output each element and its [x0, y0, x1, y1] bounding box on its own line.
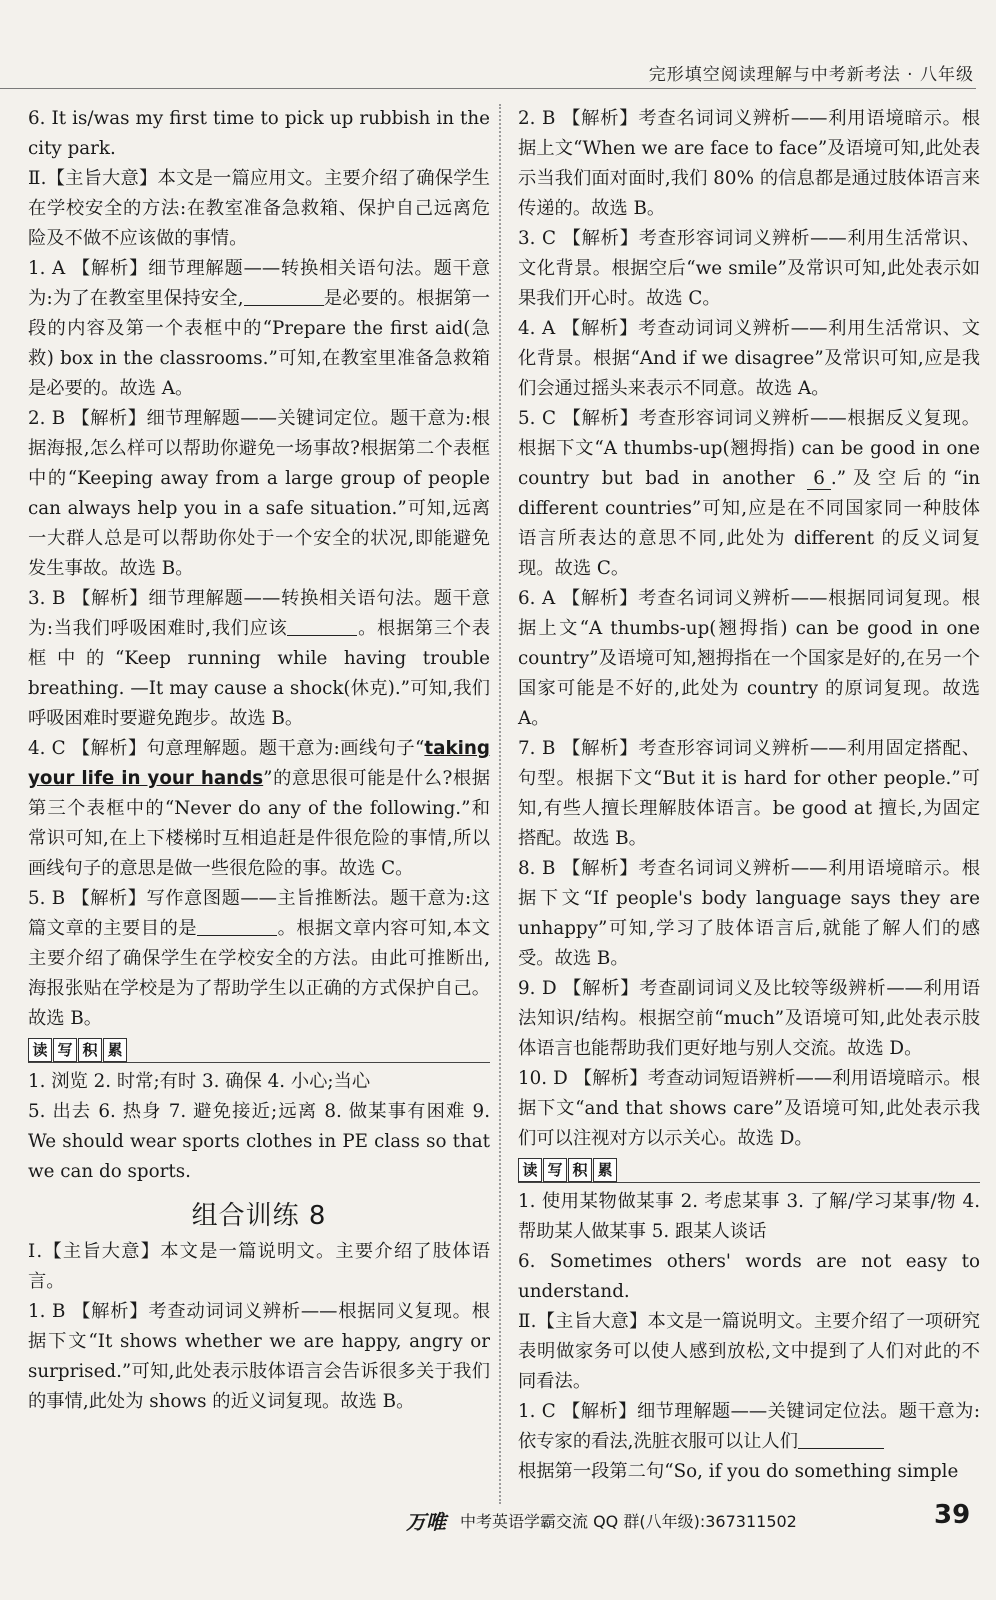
- q2-explanation: 2. B 【解析】细节理解题——关键词定位。题干意为:根据海报,怎么样可以帮助你避免一场事故?根据第二个表框中的“Keeping away from a large group of people can always help you in a safe situation.”可知,远离一大群人总是可以帮助你处于一个安全的状况,即能避免发生事故。故选 B。: [28, 408, 490, 579]
- right-column: [518, 104, 980, 1487]
- s8-q2-explanation: 2. B 【解析】考查名词词义辨析——利用语境暗示。根据上文“When we are face to face”及语境可知,此处表示当我们面对面时,我们 80% 的信息都是通过肢体语言来传递的。故选 B。: [518, 108, 980, 219]
- blank-number: 6: [807, 468, 831, 490]
- acc-char: 读: [518, 1158, 542, 1182]
- passage-2-summary: Ⅱ.【主旨大意】本文是一篇应用文。主要介绍了确保学生在学校安全的方法:在教室准备急救箱、保护自己远离危险及不做不应该做的事情。: [28, 168, 490, 249]
- left-column: [28, 104, 490, 1417]
- acc-char: 积: [568, 1158, 592, 1182]
- page-header: [0, 58, 996, 92]
- q4-explanation: 4. C 【解析】句意理解题。题干意为:画线句子“taking your life in your hands”的意思很可能是什么?根据第三个表框中的“Never do any of the following.”和常识可知,在上下楼梯时互相追赶是件很危险的事情,所以画线句子的意思是做一些很危险的事。故选 C。: [28, 738, 490, 879]
- accumulation-line-1: 1. 使用某物做某事 2. 考虑某事 3. 了解/学习某事/物 4. 帮助某人做某事 5. 跟某人谈话: [518, 1191, 980, 1242]
- answer-blank: [287, 615, 357, 636]
- answer-6: 6. It is/was my first time to pick up rubbish in the city park.: [28, 108, 490, 159]
- s8-q7-explanation: 7. B 【解析】考查形容词词义辨析——利用固定搭配、句型。根据下文“But it is hard for other people.”可知,有些人擅长理解肢体语言。be good at 擅长,为固定搭配。故选 B。: [518, 738, 980, 849]
- brand-logo: 万唯: [406, 1510, 446, 1534]
- answer-blank: [197, 915, 277, 936]
- passage-2-summary: Ⅱ.【主旨大意】本文是一篇说明文。主要介绍了一项研究表明做家务可以使人感到放松,文中提到了人们对此的不同看法。: [518, 1311, 980, 1392]
- page-number: 39: [934, 1500, 971, 1530]
- acc-char: 写: [53, 1038, 77, 1062]
- accumulation-line-2: 6. Sometimes others' words are not easy to understand.: [518, 1251, 980, 1302]
- footer-text: 中考英语学霸交流 QQ 群(八年级):367311502: [460, 1512, 797, 1531]
- q5-explanation: 5. B 【解析】写作意图题——主旨推断法。题干意为:这篇文章的主要目的是 。根据文章内容可知,本文主要介绍了确保学生在学校安全的方法。由此可推断出,海报张贴在学校是为了帮助学生以正确的方式保护自己。故选 B。: [28, 888, 491, 1029]
- answer-blank: [244, 285, 324, 306]
- accumulation-header: [518, 1158, 980, 1183]
- s8-q4-explanation: 4. A 【解析】考查动词词义辨析——利用生活常识、文化背景。根据“And if we disagree”及常识可知,应是我们会通过摇头来表示不同意。故选 A。: [518, 318, 980, 399]
- s8-q8-explanation: 8. B 【解析】考查名词词义辨析——利用语境暗示。根据下文“If people's body language says they are unhappy”可知,学习了肢体语言后,就能了解人们的感受。故选 B。: [518, 858, 980, 969]
- s8-q5-explanation: 5. C 【解析】考查形容词词义辨析——根据反义复现。根据下文“A thumbs-up(翘拇指) can be good in one country but bad in another 6 .”及空后的“in different countries”可知,应是在不同国家同一种肢体语言所表达的意思不同,此处为 different 的反义词复现。故选 C。: [518, 408, 981, 579]
- s8-q1-explanation: 1. B 【解析】考查动词词义辨析——根据同义复现。根据下文“It shows whether we are happy, angry or surprised.”可知,此处表示肢体语言会告诉很多关于我们的事情,此处为 shows 的近义词复现。故选 B。: [28, 1301, 490, 1412]
- passage-1-summary: Ⅰ.【主旨大意】本文是一篇说明文。主要介绍了肢体语言。: [28, 1241, 490, 1292]
- s8-q6-explanation: 6. A 【解析】考查名词词义辨析——根据同词复现。根据上文“A thumbs-up(翘拇指) can be good in one country”及语境可知,翘拇指在一个国家是好的,在另一个国家可能是不好的,此处为 country 的原词复现。故选 A。: [518, 588, 980, 729]
- underlined-phrase: taking your life in your hands: [28, 738, 490, 789]
- accumulation-line-1: 1. 浏览 2. 时常;有时 3. 确保 4. 小心;当心: [28, 1071, 371, 1092]
- s8-q10-explanation: 10. D 【解析】考查动词短语辨析——利用语境暗示。根据下文“and that shows care”及语境可知,此处表示我们可以注视对方以示关心。故选 D。: [518, 1068, 980, 1149]
- acc-char: 写: [543, 1158, 567, 1182]
- acc-char: 积: [78, 1038, 102, 1062]
- accumulation-line-2: 5. 出去 6. 热身 7. 避免接近;远离 8. 做某事有困难 9. We should wear sports clothes in PE class so that we can do sports.: [28, 1101, 490, 1182]
- header-title: 完形填空阅读理解与中考新考法 · 八年级: [648, 65, 974, 85]
- header-rule: [0, 88, 976, 89]
- section-title: 组合训练 8: [191, 1201, 327, 1231]
- q1-explanation: 1. A 【解析】细节理解题——转换相关语句法。题干意为:为了在教室里保持安全, 是必要的。根据第一段的内容及第一个表框中的“Prepare the first aid(急救) box in the classrooms.”可知,在教室里准备急救箱是必要的。故选 A。: [28, 258, 490, 399]
- acc-char: 累: [593, 1158, 617, 1182]
- q3-explanation: 3. B 【解析】细节理解题——转换相关语句法。题干意为:当我们呼吸困难时,我们应该 。根据第三个表框中的“Keep running while having trouble breathing. —It may cause a shock(休克).”可知,我们呼吸困难时要避免跑步。故选 B。: [28, 588, 491, 729]
- acc-char: 读: [28, 1038, 52, 1062]
- s8-q3-explanation: 3. C 【解析】考查形容词词义辨析——利用生活常识、文化背景。根据空后“we smile”及常识可知,此处表示如果我们开心时。故选 C。: [518, 228, 980, 309]
- acc-char: 累: [103, 1038, 127, 1062]
- s8-q9-explanation: 9. D 【解析】考查副词词义及比较等级辨析——利用语法知识/结构。根据空前“much”及语境可知,此处表示肢体语言也能帮助我们更好地与别人交流。故选 D。: [518, 978, 980, 1059]
- column-divider: [499, 104, 501, 1504]
- accumulation-header: [28, 1038, 490, 1063]
- p2-q1-explanation: 1. C 【解析】细节理解题——关键词定位法。题干意为:依专家的看法,洗脏衣服可以让人们 根据第一段第二句“So, if you do something simple: [518, 1401, 980, 1482]
- page-footer: [0, 1500, 996, 1540]
- answer-blank: [798, 1428, 884, 1449]
